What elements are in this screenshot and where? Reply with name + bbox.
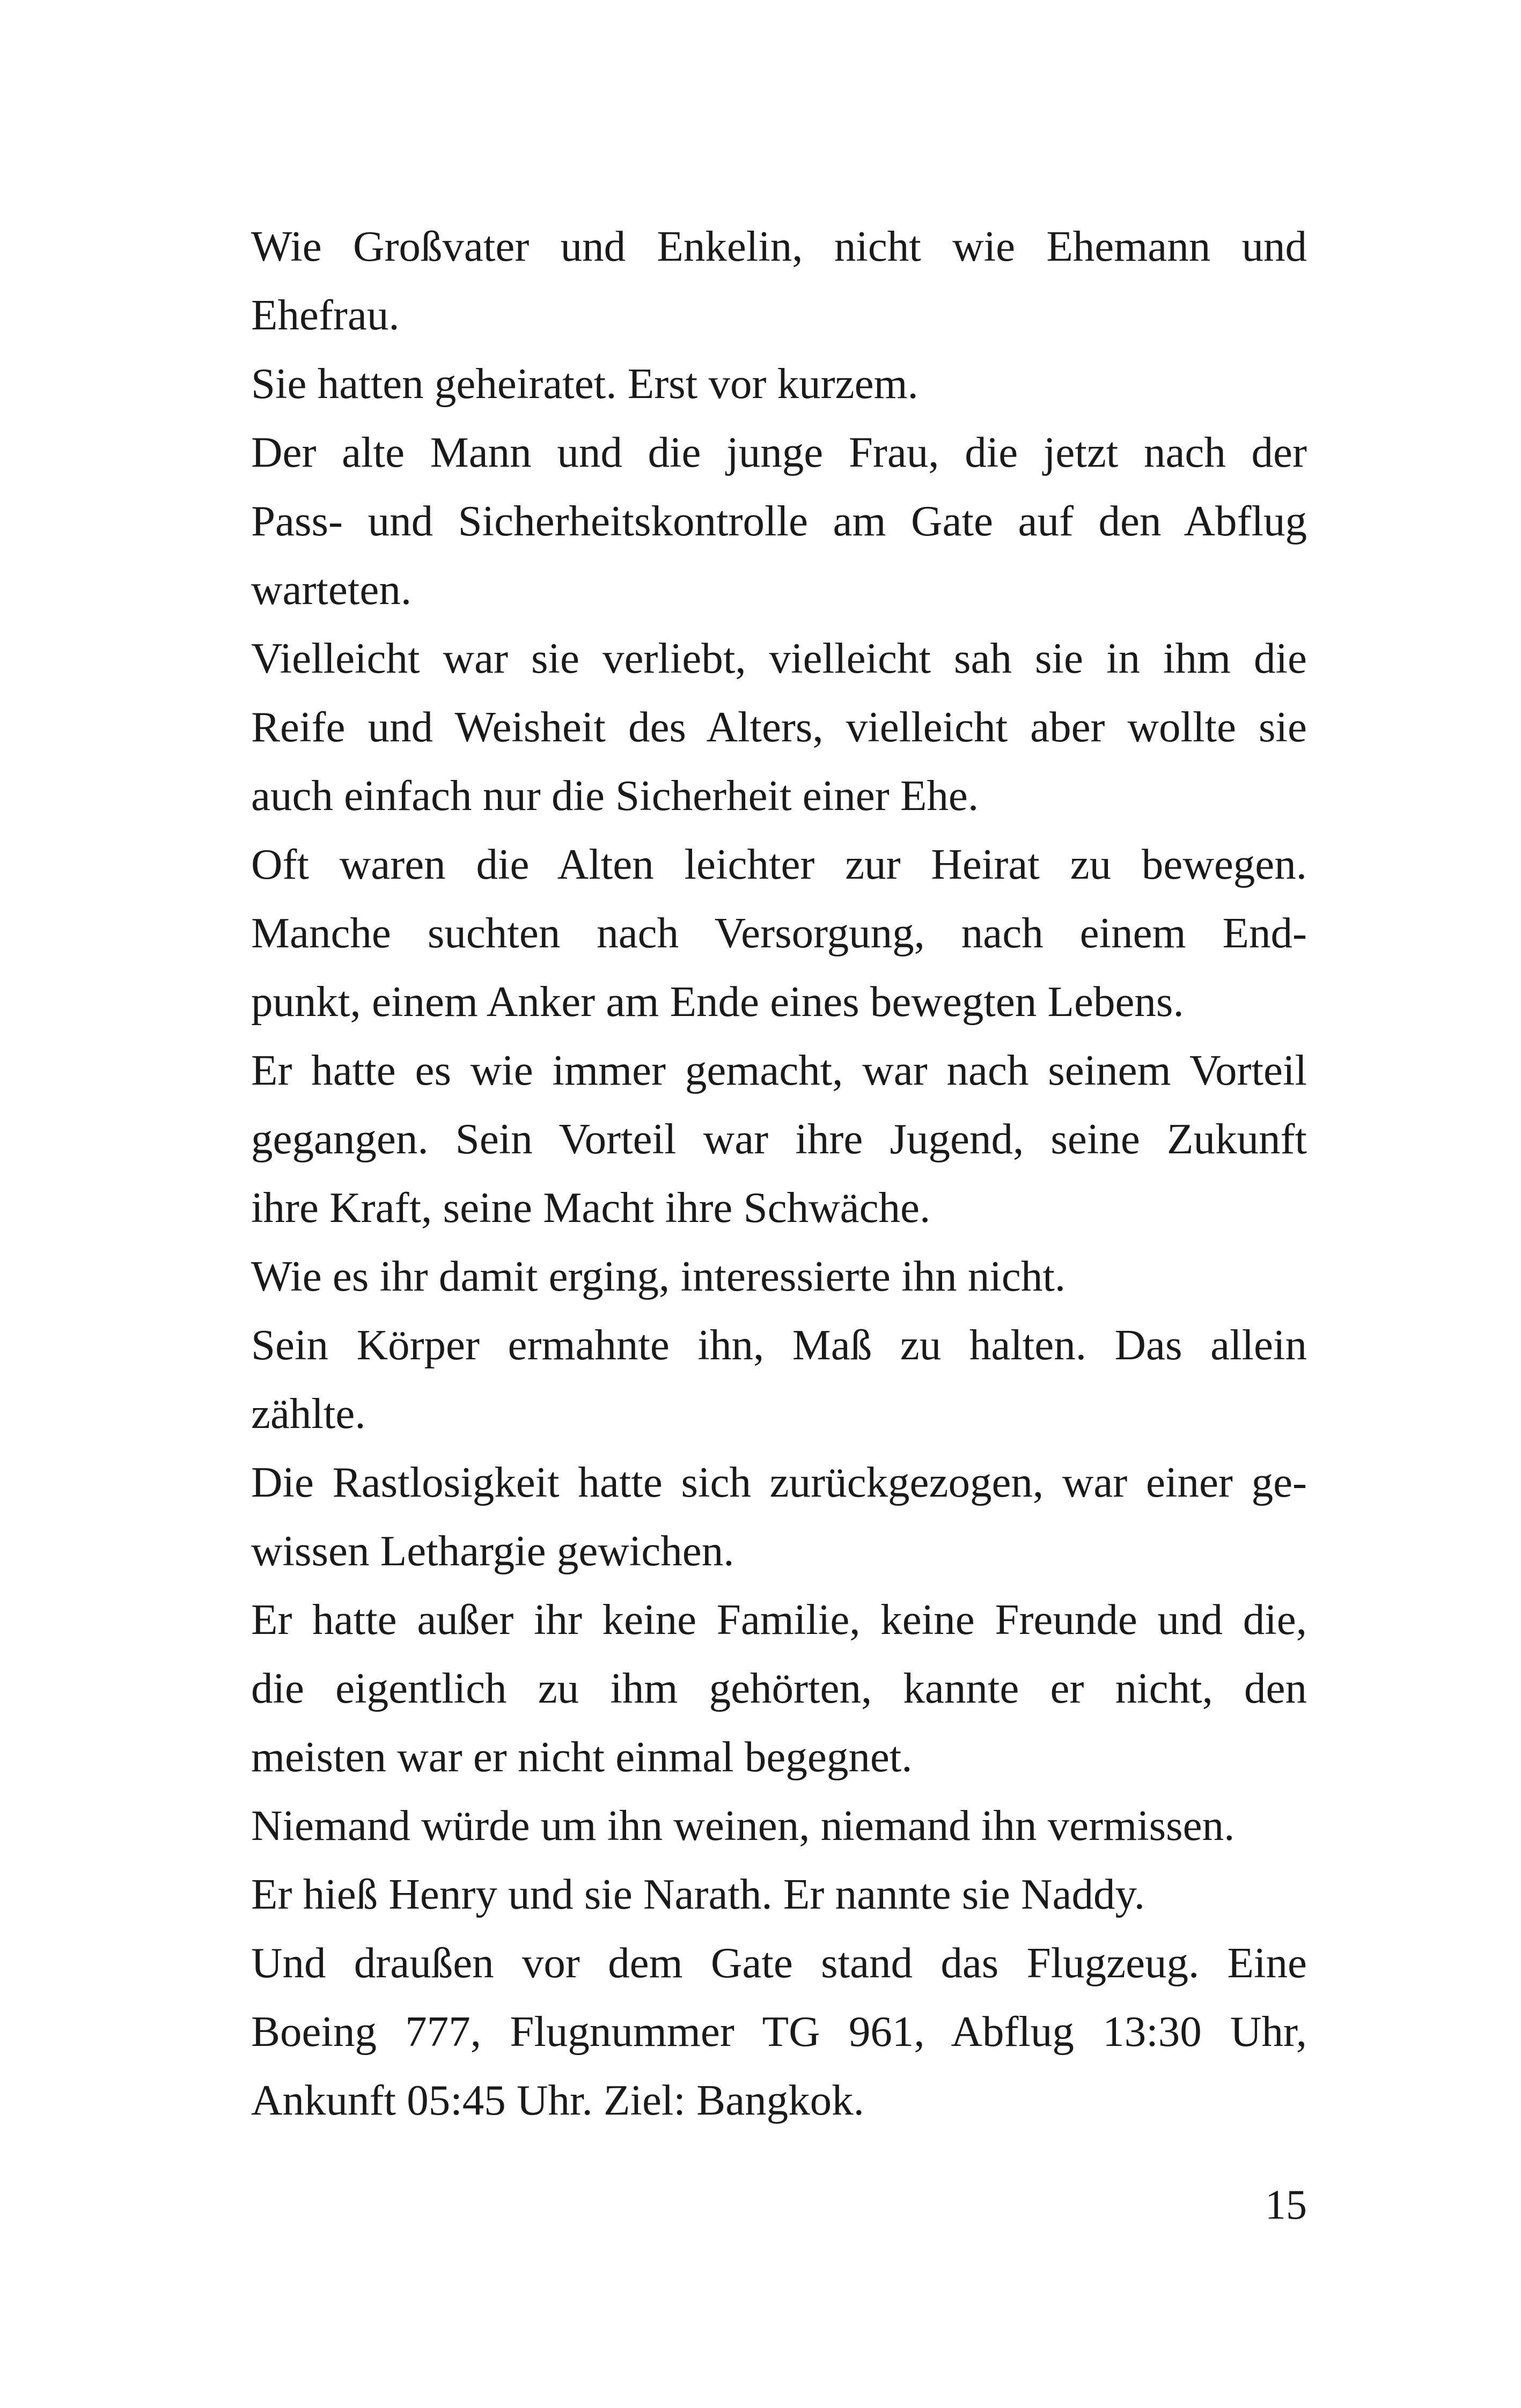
text-line: Manche suchten nach Versorgung, nach einem End- <box>251 909 1307 957</box>
text-line: meisten war er nicht einmal begegnet. <box>251 1733 913 1781</box>
text-line: Wie es ihr damit erging, interessierte ihn nicht. <box>251 1252 1066 1300</box>
text-line: punkt, einem Anker am Ende eines bewegten Lebens. <box>251 977 1184 1026</box>
text-line: Wie Großvater und Enkelin, nicht wie Ehemann und <box>251 222 1307 270</box>
text-line: wissen Lethargie gewichen. <box>251 1527 734 1575</box>
text-line: Er hieß Henry und sie Narath. Er nannte sie Naddy. <box>251 1870 1145 1918</box>
text-line: Und draußen vor dem Gate stand das Flugzeug. Eine <box>251 1939 1307 1987</box>
text-line: Er hatte außer ihr keine Familie, keine Freunde und die, <box>251 1595 1307 1644</box>
text-line: warteten. <box>251 565 412 614</box>
text-line: die eigentlich zu ihm gehörten, kannte er nicht, den <box>251 1664 1307 1712</box>
text-line: Pass- und Sicherheitskontrolle am Gate auf den Abflug <box>251 497 1307 545</box>
text-line: zählte. <box>251 1389 366 1438</box>
text-line: auch einfach nur die Sicherheit einer Ehe. <box>251 771 979 820</box>
text-line: Oft waren die Alten leichter zur Heirat zu bewegen. <box>251 840 1307 888</box>
text-line: Ehefrau. <box>251 291 400 339</box>
text-line: Sie hatten geheiratet. Erst vor kurzem. <box>251 359 919 408</box>
text-line: gegangen. Sein Vorteil war ihre Jugend, seine Zukunft <box>251 1115 1307 1163</box>
text-line: Die Rastlosigkeit hatte sich zurückgezogen, war einer ge- <box>251 1458 1307 1506</box>
text-line: Sein Körper ermahnte ihn, Maß zu halten. Das allein <box>251 1321 1307 1369</box>
text-line: Der alte Mann und die junge Frau, die jetzt nach der <box>251 428 1307 476</box>
text-line: ihre Kraft, seine Macht ihre Schwäche. <box>251 1183 931 1232</box>
text-line: Ankunft 05:45 Uhr. Ziel: Bangkok. <box>251 2076 864 2124</box>
text-line: Er hatte es wie immer gemacht, war nach seinem Vorteil <box>251 1046 1307 1094</box>
page-number: 15 <box>1265 2181 1307 2228</box>
text-line: Niemand würde um ihn weinen, niemand ihn vermissen. <box>251 1801 1235 1850</box>
body-text <box>251 212 1307 2134</box>
text-line: Vielleicht war sie verliebt, vielleicht sah sie in ihm die <box>251 634 1307 682</box>
text-line: Boeing 777, Flugnummer TG 961, Abflug 13:30 Uhr, <box>251 2007 1307 2056</box>
text-line: Reife und Weisheit des Alters, vielleicht aber wollte sie <box>251 703 1307 751</box>
